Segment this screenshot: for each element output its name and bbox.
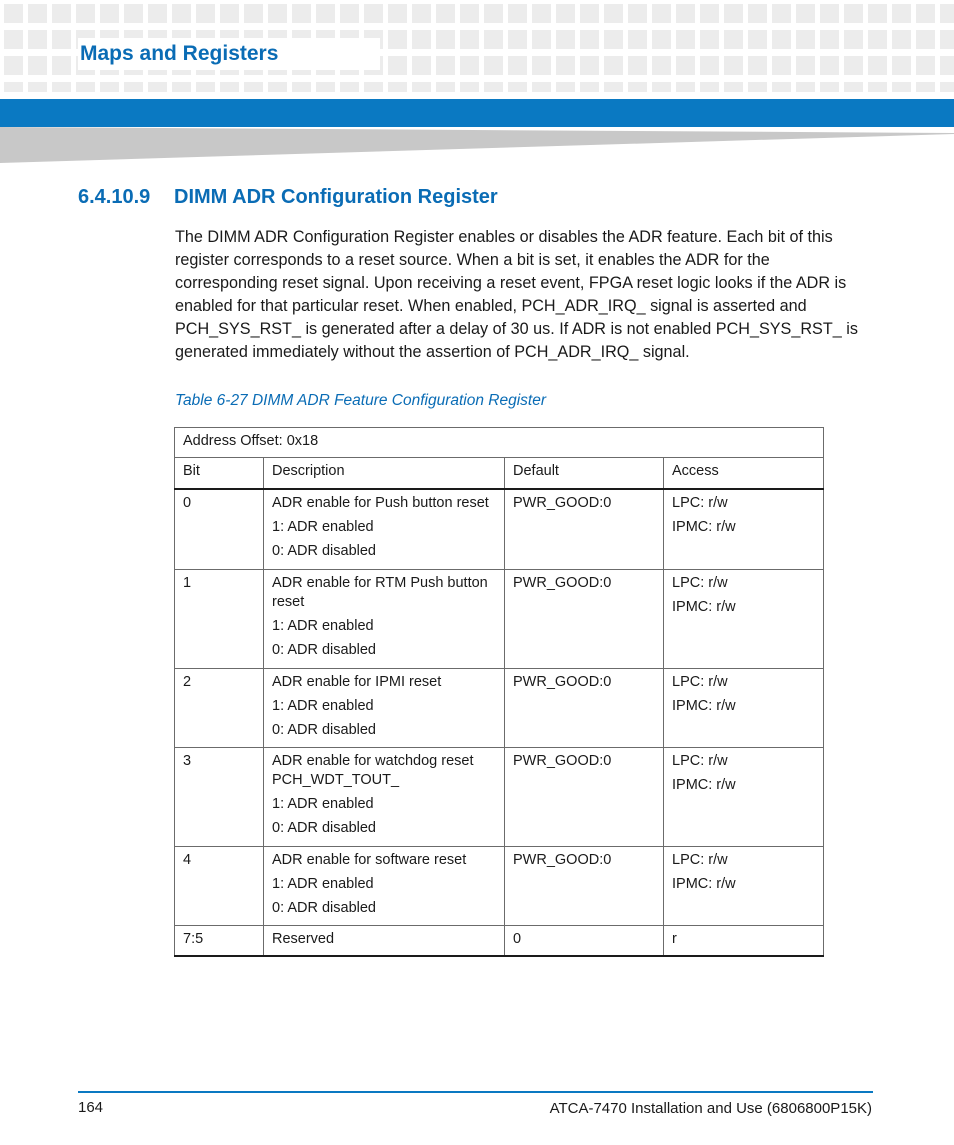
access-line: LPC: r/w: [672, 574, 728, 591]
access-line: IPMC: r/w: [672, 875, 736, 892]
cell-access: [664, 846, 824, 925]
access-line: LPC: r/w: [672, 851, 728, 868]
description-line: 1: ADR enabled: [272, 795, 374, 812]
cell-default: PWR_GOOD:0: [505, 569, 664, 668]
table-row: [175, 925, 824, 956]
cell-access: [664, 489, 824, 569]
section-body-paragraph: The DIMM ADR Configuration Register enables or disables the ADR feature. Each bit of this register corresponds to a reset source. When a bit is set, it enables the ADR for the corresponding reset signal. Upon receiving a reset event, FPGA reset logic looks if the ADR is enabled for that particular reset. When enabled, PCH_ADR_IRQ_ signal is asserted and PCH_SYS_RST_ is generated after a delay of 30 us. If ADR is not enabled PCH_SYS_RST_ is generated immediately without the assertion of PCH_ADR_IRQ_ signal.: [175, 228, 858, 361]
cell-bit: 7:5: [175, 925, 264, 956]
cell-default: 0: [505, 925, 664, 956]
description-line: ADR enable for IPMI reset: [272, 673, 442, 690]
access-line: IPMC: r/w: [672, 697, 736, 714]
description-line: 1: ADR enabled: [272, 519, 374, 535]
description-line: ADR enable for RTM Push button reset: [272, 574, 488, 610]
cell-bit: 1: [175, 569, 264, 668]
table-row: [175, 668, 824, 747]
access-line: LPC: r/w: [672, 752, 728, 769]
description-line: ADR enable for Push button reset: [272, 495, 489, 511]
table-row: [175, 489, 824, 569]
cell-default: PWR_GOOD:0: [505, 668, 664, 747]
header-grey-wedge: [0, 127, 954, 163]
register-table: [174, 427, 824, 957]
cell-description: [264, 489, 505, 569]
address-offset-cell: Address Offset: 0x18: [175, 428, 824, 458]
description-line: Reserved: [272, 930, 335, 947]
description-line: 0: ADR disabled: [272, 899, 376, 916]
access-line: r: [672, 930, 677, 947]
description-line: ADR enable for watchdog reset PCH_WDT_TOUT_: [272, 752, 474, 788]
cell-bit: 2: [175, 668, 264, 747]
cell-access: [664, 569, 824, 668]
cell-access: [664, 668, 824, 747]
header-bit: Bit: [175, 458, 264, 490]
header-description: Description: [264, 458, 505, 490]
cell-default: PWR_GOOD:0: [505, 747, 664, 846]
description-line: 1: ADR enabled: [272, 617, 374, 634]
access-line: LPC: r/w: [672, 495, 728, 511]
cell-description: [264, 846, 505, 925]
cell-bit: 3: [175, 747, 264, 846]
description-line: 1: ADR enabled: [272, 875, 374, 892]
cell-access: [664, 747, 824, 846]
header-access: Access: [664, 458, 824, 490]
section-title: DIMM ADR Configuration Register: [174, 186, 498, 208]
description-line: 0: ADR disabled: [272, 819, 376, 836]
cell-bit: 0: [175, 489, 264, 569]
table-caption: Table 6-27 DIMM ADR Feature Configuration Register: [175, 392, 547, 409]
header-blue-bar: [0, 99, 954, 127]
table-row: [175, 846, 824, 925]
section-heading: [78, 182, 778, 212]
footer-document-title: ATCA-7470 Installation and Use (6806800P15K): [549, 1100, 872, 1117]
access-line: IPMC: r/w: [672, 598, 736, 615]
access-line: IPMC: r/w: [672, 776, 736, 793]
description-line: 0: ADR disabled: [272, 543, 376, 559]
page-number: 164: [78, 1099, 104, 1116]
cell-bit: 4: [175, 846, 264, 925]
cell-description: [264, 747, 505, 846]
table-row: [175, 747, 824, 846]
cell-default: PWR_GOOD:0: [505, 846, 664, 925]
description-line: 0: ADR disabled: [272, 721, 376, 738]
cell-description: [264, 668, 505, 747]
footer-rule: [78, 1091, 873, 1093]
address-offset-row: [175, 428, 824, 458]
description-line: ADR enable for software reset: [272, 851, 467, 868]
table-row: [175, 569, 824, 668]
cell-default: PWR_GOOD:0: [505, 489, 664, 569]
description-line: 0: ADR disabled: [272, 641, 376, 658]
section-number: 6.4.10.9: [78, 186, 151, 208]
cell-access: [664, 925, 824, 956]
running-header-title: Maps and Registers: [78, 38, 380, 70]
access-line: IPMC: r/w: [672, 519, 736, 535]
cell-description: [264, 569, 505, 668]
description-line: 1: ADR enabled: [272, 697, 374, 714]
table-header-row: [175, 458, 824, 490]
access-line: LPC: r/w: [672, 673, 728, 690]
header-default: Default: [505, 458, 664, 490]
cell-description: [264, 925, 505, 956]
